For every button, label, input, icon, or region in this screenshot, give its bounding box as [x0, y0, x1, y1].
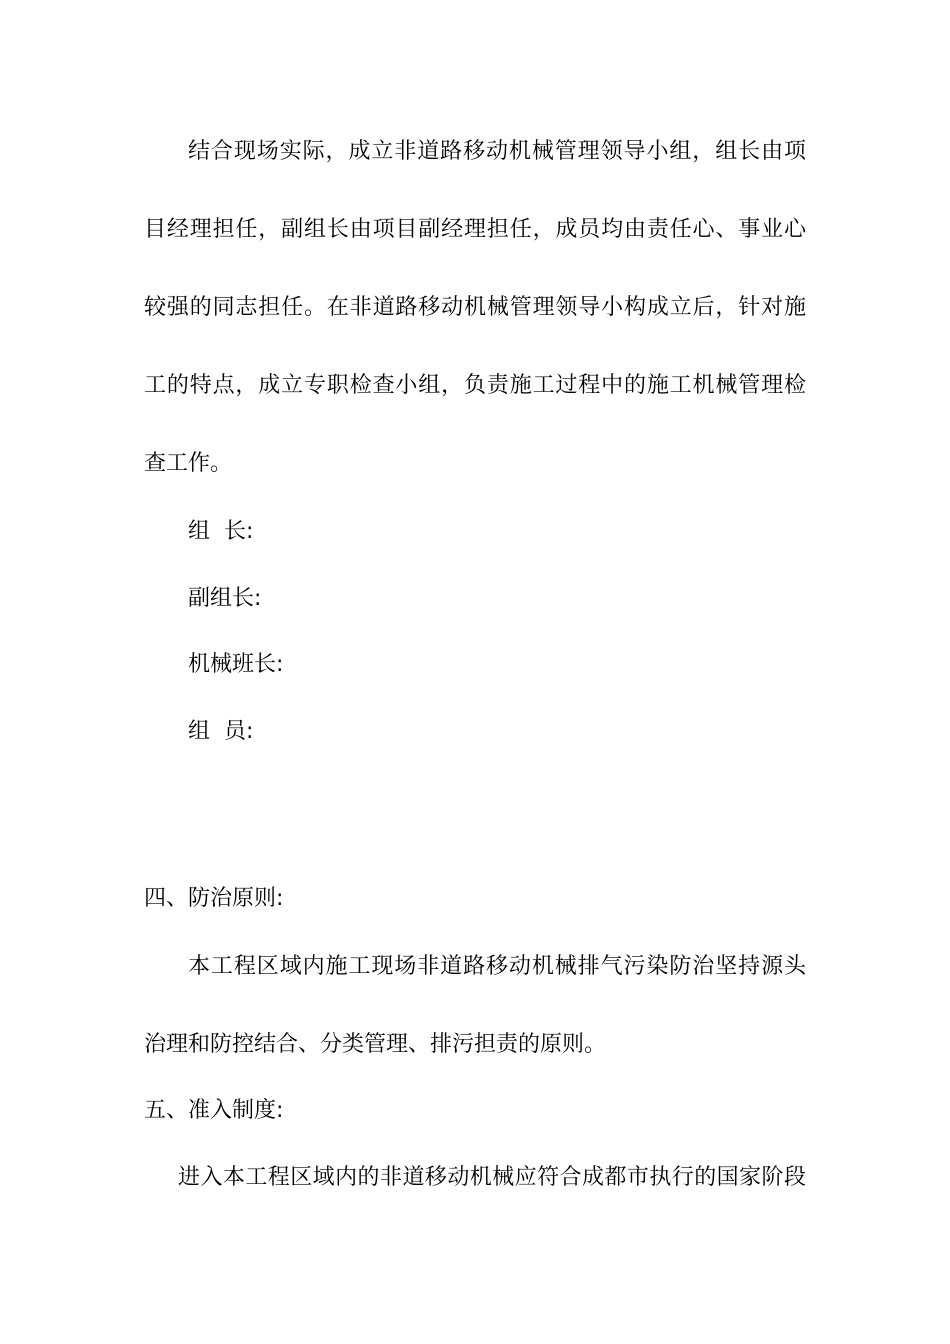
section-4-heading: 四、防治原则: — [144, 886, 284, 911]
paragraph-line-4: 工的特点，成立专职检查小组，负责施工过程中的施工机械管理检 — [144, 373, 806, 398]
paragraph-line-5: 查工作。 — [144, 451, 233, 476]
role-mech-lead-label: 机械班长: — [188, 652, 284, 677]
role-deputy-label: 副组长: — [188, 586, 262, 611]
section-5-line-1: 进入本工程区域内的非道移动机械应符合成都市执行的国家阶段 — [178, 1165, 806, 1190]
section-5-heading: 五、准入制度: — [144, 1098, 284, 1123]
role-leader-label: 组 长: — [188, 519, 254, 544]
paragraph-line-2: 目经理担任，副组长由项目副经理担任，成员均由责任心、事业心 — [144, 217, 806, 242]
role-member-label: 组 员: — [188, 719, 254, 744]
section-4-line-2: 治理和防控结合、分类管理、排污担责的原则。 — [144, 1032, 607, 1057]
paragraph-line-3: 较强的同志担任。在非道路移动机械管理领导小构成立后，针对施 — [144, 295, 806, 320]
paragraph-line-1: 结合现场实际，成立非道路移动机械管理领导小组，组长由项 — [188, 139, 806, 164]
section-4-line-1: 本工程区域内施工现场非道路移动机械排气污染防治坚持源头 — [188, 954, 806, 979]
